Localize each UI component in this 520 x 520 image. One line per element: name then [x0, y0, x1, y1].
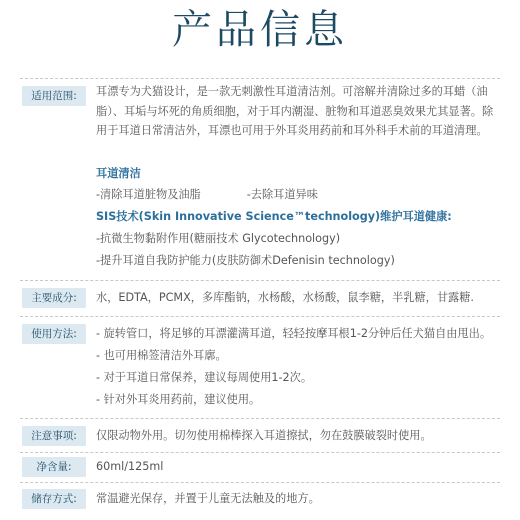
divider [20, 482, 500, 483]
page-title: 产品信息 [172, 7, 348, 53]
storage-text: 常温避光保存，并置于儿童无法触及的地方。 [96, 492, 320, 505]
scope-sub2-item1: -抗微生物黏附作用(糖丽技术 Glycotechnology) [96, 232, 341, 245]
divider [20, 452, 500, 453]
usage-line: - 旋转管口，将足够的耳漂灌满耳道，轻轻按摩耳根1-2分钟后任犬猫自由甩出。 [96, 327, 492, 340]
usage-label: 使用方法: [22, 324, 86, 344]
divider [20, 316, 500, 317]
scope-sub2-title: SIS技术(Skin Innovative Science™technology)维护耳道健康: [96, 210, 452, 223]
scope-sub2-item2: -提升耳道自我防护能力(皮肤防御术Defenisin technology) [96, 254, 395, 267]
divider [20, 280, 500, 281]
ingredients-label: 主要成分: [22, 288, 86, 308]
notes-text: 仅限动物外用。切勿使用棉棒探入耳道擦拭，勿在鼓膜破裂时使用。 [96, 429, 432, 442]
storage-label: 储存方式: [22, 489, 86, 509]
notes-label: 注意事项: [22, 426, 86, 446]
ingredients-text: 水，EDTA，PCMX，多库酯钠，水杨酸，水杨酸，鼠李糖，半乳糖，甘露糖. [96, 291, 474, 304]
scope-sub1-items [96, 184, 500, 205]
scope-paragraph: 耳漂专为犬猫设计，是一款无刺激性耳道清洁剂。可溶解并清除过多的耳蜡（油脂）、耳垢与坏死的角质细胞，对于耳内潮湿、脏物和耳道恶臭效果尤其显著。除用于耳道日常清洁外，耳漂也可用于外耳炎用药前和耳外科手术前的耳道清理。 [96, 85, 494, 137]
usage-line: - 针对外耳炎用药前，建议使用。 [96, 393, 261, 406]
scope-sub1-item2: -去除耳道异味 [246, 188, 318, 201]
scope-label: 适用范围: [22, 86, 86, 106]
volume-label: 净含量: [22, 457, 86, 477]
divider [20, 418, 500, 419]
usage-line: - 也可用棉签清洁外耳廓。 [96, 349, 227, 362]
usage-line: - 对于耳道日常保养，建议每周使用1-2次。 [96, 371, 313, 384]
scope-sub1-item1: -清除耳道脏物及油脂 [96, 188, 201, 201]
volume-text: 60ml/125ml [96, 460, 164, 473]
divider [20, 78, 500, 79]
scope-sub1-title: 耳道清洁 [96, 167, 141, 180]
